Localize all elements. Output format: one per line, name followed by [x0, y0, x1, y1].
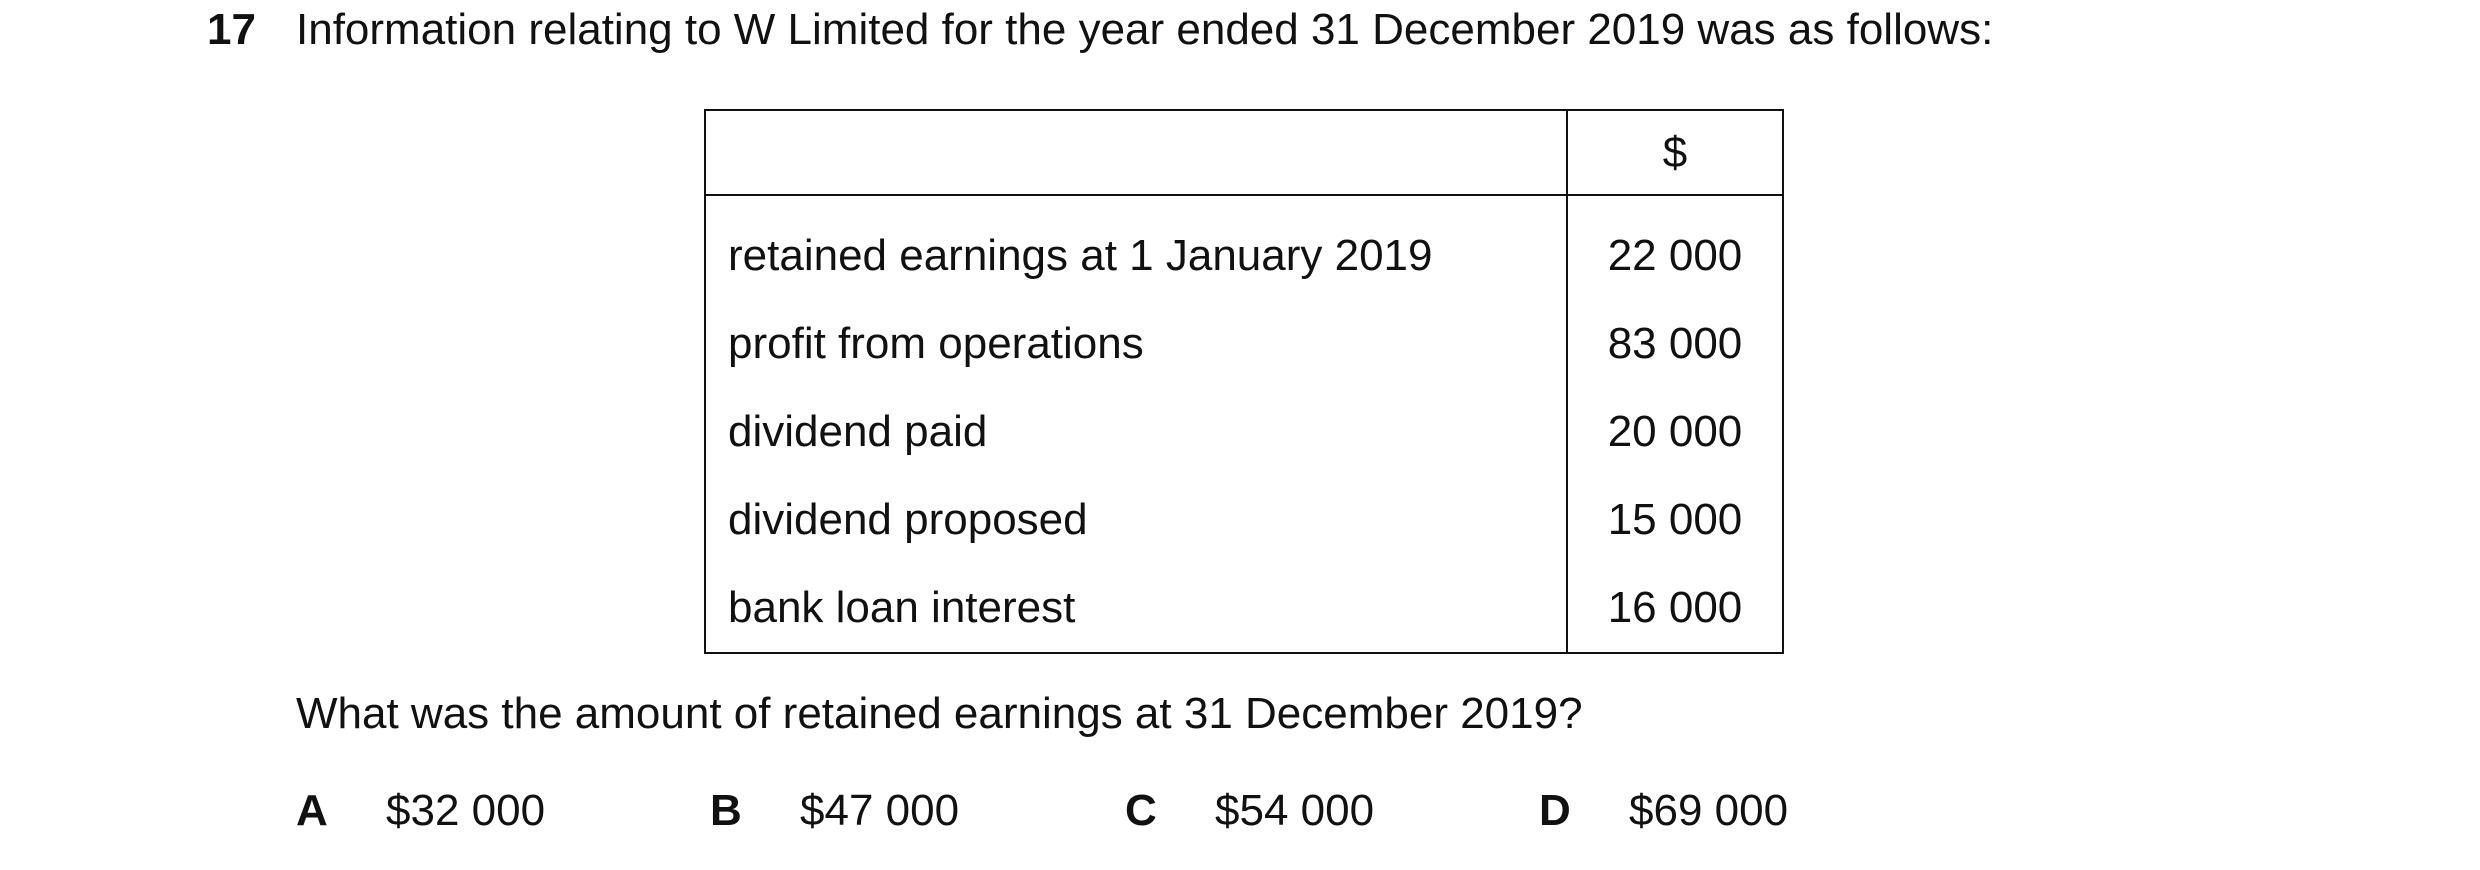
question-number: 17 — [207, 5, 256, 54]
answer-options — [0, 785, 2480, 837]
option-value: $32 000 — [386, 786, 546, 835]
table-row — [705, 564, 1783, 653]
header-currency-cell: $ — [1567, 110, 1783, 195]
row-amount: 16 000 — [1567, 564, 1783, 653]
option-value: $69 000 — [1629, 786, 1789, 835]
table-row — [705, 300, 1783, 388]
option-value: $54 000 — [1215, 786, 1375, 835]
row-label: retained earnings at 1 January 2019 — [705, 195, 1567, 300]
option-b[interactable] — [710, 785, 959, 837]
financial-data-table — [704, 109, 1784, 654]
option-letter: B — [710, 786, 742, 835]
option-a[interactable] — [296, 785, 545, 837]
option-letter: A — [296, 786, 328, 835]
row-label: profit from operations — [705, 300, 1567, 388]
table-header-row — [705, 110, 1783, 195]
row-amount: 20 000 — [1567, 388, 1783, 476]
option-d[interactable] — [1539, 785, 1788, 837]
option-letter: D — [1539, 786, 1571, 835]
question-stem: Information relating to W Limited for the year ended 31 December 2019 was as follows: — [296, 5, 1994, 54]
option-value: $47 000 — [800, 786, 960, 835]
option-c[interactable] — [1125, 785, 1374, 837]
question-prompt: What was the amount of retained earnings at 31 December 2019? — [296, 689, 1583, 738]
table-row — [705, 388, 1783, 476]
row-label: bank loan interest — [705, 564, 1567, 653]
table-row — [705, 476, 1783, 564]
row-label: dividend paid — [705, 388, 1567, 476]
row-label: dividend proposed — [705, 476, 1567, 564]
row-amount: 22 000 — [1567, 195, 1783, 300]
row-amount: 83 000 — [1567, 300, 1783, 388]
option-letter: C — [1125, 786, 1157, 835]
table-row — [705, 195, 1783, 300]
header-label-cell — [705, 110, 1567, 195]
row-amount: 15 000 — [1567, 476, 1783, 564]
